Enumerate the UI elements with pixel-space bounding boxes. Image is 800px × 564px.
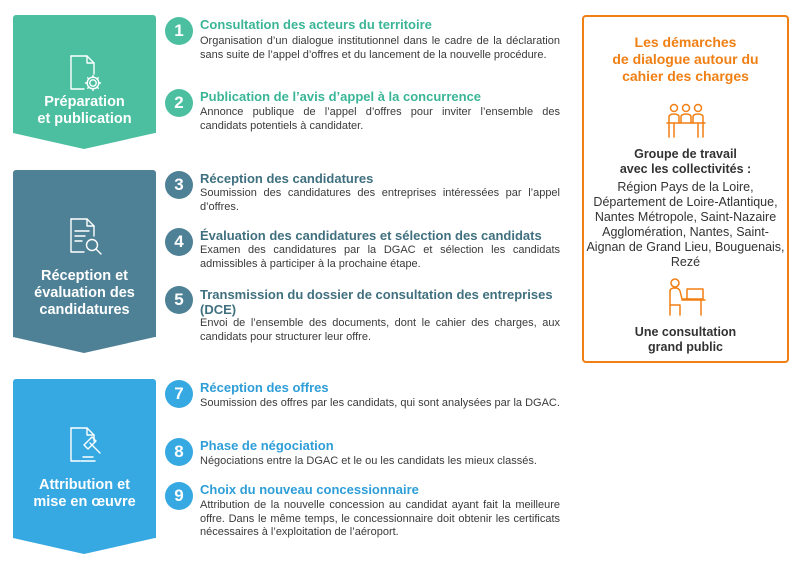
step-description: Organisation d’un dialogue institutionnel dans le cadre de la déclaration sans suite de l’appel d’offres et du lancement de la nouvelle procédure. <box>200 35 560 61</box>
step-description: Annonce publique de l’appel d’offres pour inviter l’ensemble des candidats potentiels à candidater. <box>200 106 560 132</box>
step-number: 8 <box>165 438 193 466</box>
step-number: 3 <box>165 171 193 199</box>
dialogue-box-title: Les démarches de dialogue autour du cahier des charges <box>612 34 759 84</box>
step-number: 2 <box>165 89 193 117</box>
step-title: Consultation des acteurs du territoire <box>200 17 432 32</box>
phase-title: Réception et évaluation des candidatures <box>34 268 135 318</box>
step-description: Examen des candidatures par la DGAC et sélection les candidats admissibles à participer à la prochaine étape. <box>200 244 560 270</box>
consultation-title: Une consultation grand public <box>634 325 737 354</box>
meeting-group-icon <box>664 101 708 146</box>
step-title: Phase de négociation <box>200 438 334 453</box>
document-gear-icon <box>65 53 105 98</box>
group-title: Groupe de travail avec les collectivités : <box>619 147 752 176</box>
step-description: Soumission des offres par les candidats, qui sont analysées par la DGAC. <box>200 397 560 409</box>
step-title: Choix du nouveau concessionnaire <box>200 482 419 497</box>
step-title: Transmission du dossier de consultation des entreprises (DCE) <box>200 287 553 317</box>
phase-title: Attribution et mise en œuvre <box>33 477 136 510</box>
document-gavel-icon <box>65 425 105 470</box>
step-number: 5 <box>165 286 193 314</box>
step-title: Évaluation des candidatures et sélection des candidats <box>200 228 542 243</box>
step-number: 9 <box>165 482 193 510</box>
document-magnifier-icon <box>65 216 105 261</box>
step-title: Publication de l’avis d’appel à la concurrence <box>200 89 482 104</box>
person-desk-icon <box>665 277 707 322</box>
step-number: 4 <box>165 228 193 256</box>
group-description: Région Pays de la Loire, Département de Loire-Atlantique, Nantes Métropole, Saint-Nazaire Agglomération, Nantes, Saint-Aignan de Grand Lieu, Bouguenais, Rezé <box>586 180 785 269</box>
step-number: 7 <box>165 380 193 408</box>
dialogue-box <box>582 15 789 363</box>
step-description: Envoi de l’ensemble des documents, dont le cahier des charges, aux candidats pour structurer leur offre. <box>200 317 560 343</box>
step-description: Soumission des candidatures des entreprises intéressées par l’appel d’offres. <box>200 187 560 213</box>
phase-title: Préparation et publication <box>37 94 132 127</box>
step-number: 1 <box>165 17 193 45</box>
step-title: Réception des candidatures <box>200 171 374 186</box>
step-description: Attribution de la nouvelle concession au candidat ayant fait la meilleure offre. Dans le même temps, le concessionnaire doit obtenir les certificats nécessaires à l’exploitation de l’aéroport. <box>200 499 560 538</box>
step-title: Réception des offres <box>200 380 329 395</box>
step-description: Négociations entre la DGAC et le ou les candidats les mieux classés. <box>200 455 537 467</box>
